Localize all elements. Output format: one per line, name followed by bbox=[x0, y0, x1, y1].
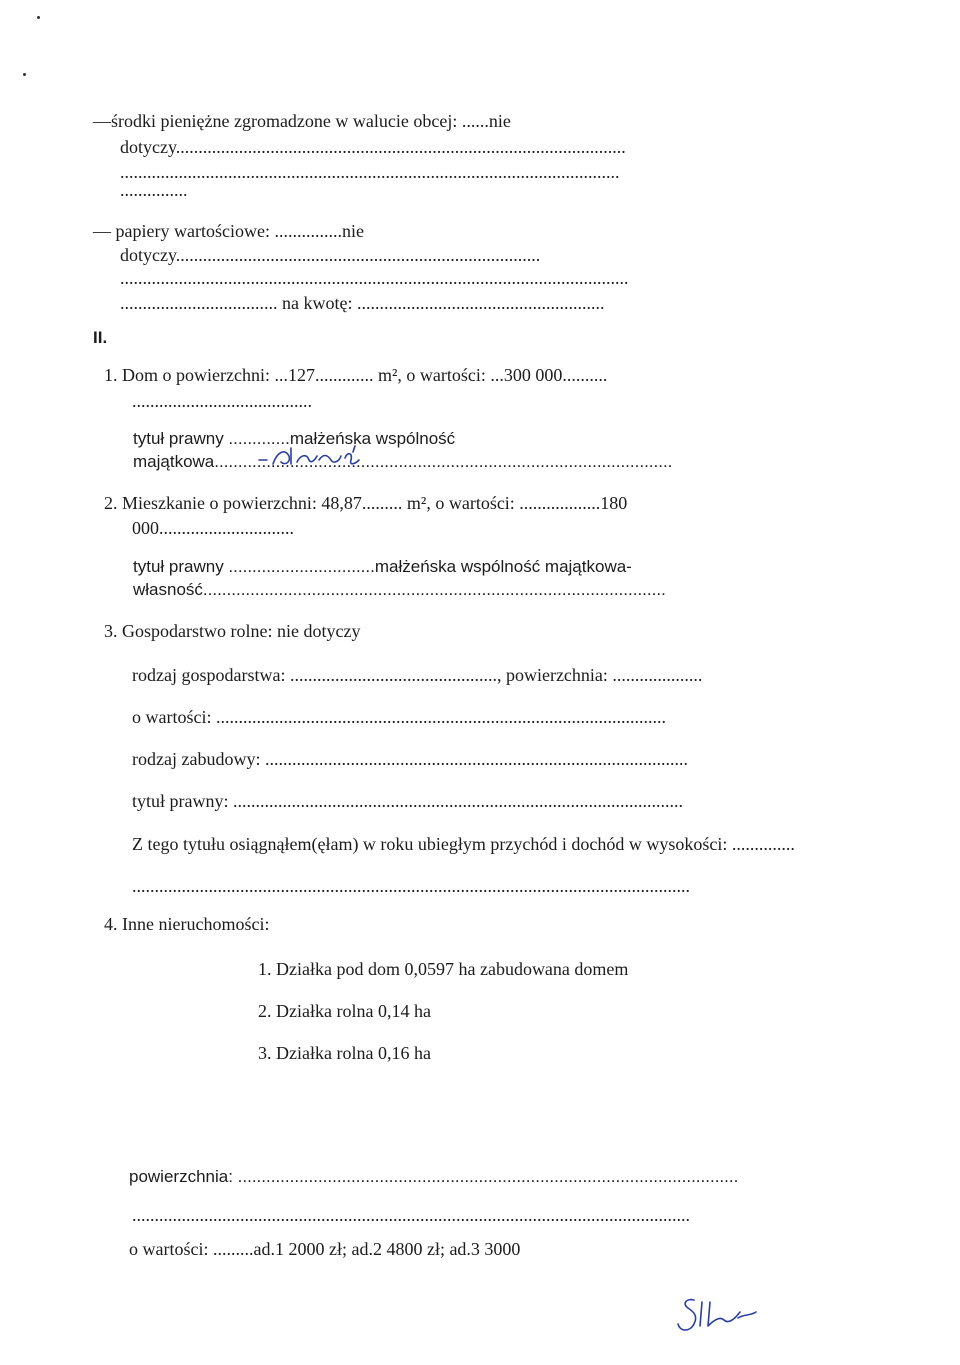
farm-income: Z tego tytułu osiągnąłem(ęłam) w roku ubiegłym przychód i dochód w wysokości: .............. bbox=[132, 834, 795, 854]
value-line: o wartości: .........ad.1 2000 zł; ad.2 4800 zł; ad.3 3000 bbox=[129, 1239, 521, 1259]
scan-speck bbox=[23, 73, 26, 76]
list-item: 2. Działka rolna 0,14 ha bbox=[258, 1001, 431, 1021]
farm-buildings: rodzaj zabudowy: .............................................................................................. bbox=[132, 749, 688, 769]
securities-line4: ................................... na kwotę: ....................................................... bbox=[120, 293, 605, 313]
section-heading: II. bbox=[93, 328, 108, 347]
foreign-currency-line4: ............... bbox=[120, 180, 188, 200]
farm-value: o wartości: .................................................................................................... bbox=[132, 707, 666, 727]
securities-line1: — papiery wartościowe: ...............nie bbox=[93, 221, 364, 241]
area-line2: ............................................................................................................................ bbox=[132, 1205, 690, 1225]
securities-line2: dotyczy................................................................................. bbox=[120, 245, 541, 265]
foreign-currency-line3: ............................................................................................................... bbox=[120, 162, 620, 182]
handwritten-correction bbox=[255, 438, 365, 470]
farm-line1: 3. Gospodarstwo rolne: nie dotyczy bbox=[104, 621, 361, 641]
foreign-currency-line1: —środki pieniężne zgromadzone w walucie obcej: ......nie bbox=[93, 111, 511, 131]
farm-income-line2: ............................................................................................................................ bbox=[132, 876, 690, 896]
foreign-currency-line2: dotyczy.................................................................................................... bbox=[120, 137, 626, 157]
area-line: powierzchnia: .......................................................................................................... bbox=[129, 1167, 739, 1186]
flat-line1: 2. Mieszkanie o powierzchni: 48,87......... m², o wartości: ..................180 bbox=[104, 493, 628, 513]
signature bbox=[672, 1290, 762, 1340]
farm-title: tytuł prawny: .................................................................................................... bbox=[132, 791, 683, 811]
securities-line3: ................................................................................................................. bbox=[120, 268, 629, 288]
house-title-line2: majątkowa................................................................................................. bbox=[133, 452, 673, 471]
other-property-heading: 4. Inne nieruchomości: bbox=[104, 914, 270, 934]
house-title-line: tytuł prawny .............małżeńska wspólność bbox=[133, 429, 456, 448]
list-item: 1. Działka pod dom 0,0597 ha zabudowana domem bbox=[258, 959, 629, 979]
flat-title-line: tytuł prawny ...............................małżeńska wspólność majątkowa- bbox=[133, 557, 632, 576]
house-line1: 1. Dom o powierzchni: ...127............. m², o wartości: ...300 000.......... bbox=[104, 365, 608, 385]
flat-line2: 000.............................. bbox=[132, 518, 294, 538]
list-item: 3. Działka rolna 0,16 ha bbox=[258, 1043, 431, 1063]
flat-title-line2: własność.................................................................................................. bbox=[133, 580, 666, 599]
house-line2: ........................................ bbox=[132, 391, 312, 411]
scan-speck bbox=[37, 16, 40, 19]
farm-type: rodzaj gospodarstwa: .............................................., powierzchnia: .................... bbox=[132, 665, 703, 685]
